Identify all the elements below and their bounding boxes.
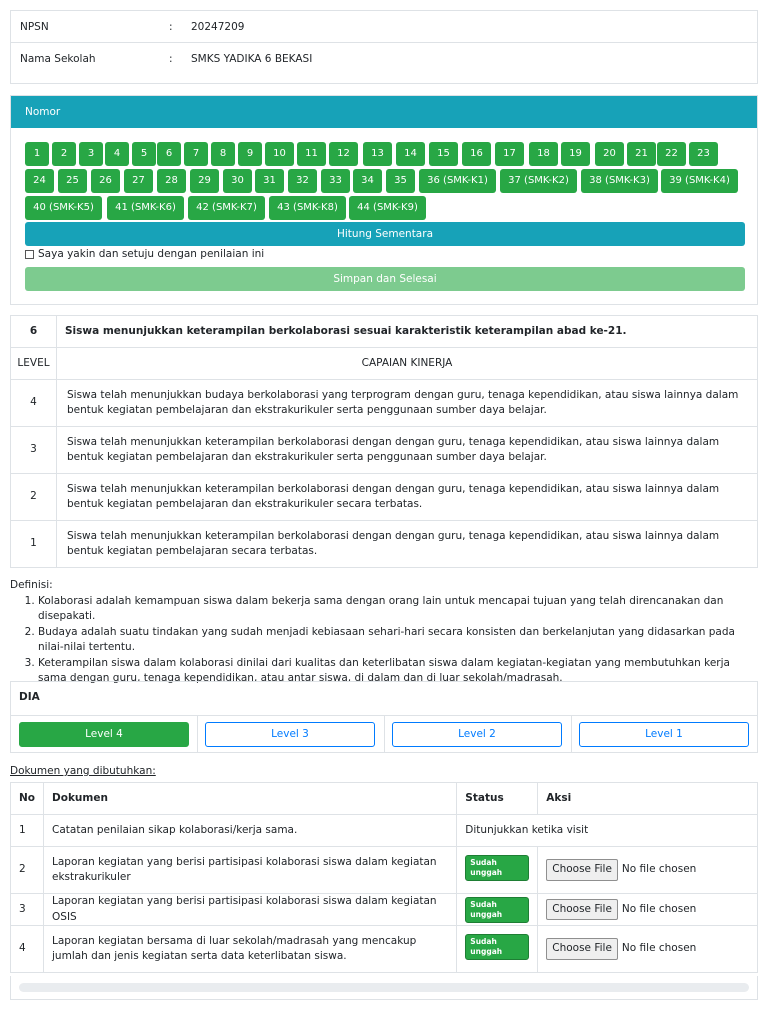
number-button[interactable]: 20 xyxy=(595,142,624,166)
dokumen-title: Dokumen yang dibutuhkan: xyxy=(10,765,156,777)
npsn-colon: : xyxy=(169,21,173,33)
indicator-title: Siswa menunjukkan keterampilan berkolaborasi sesuai karakteristik keterampilan abad ke-21. xyxy=(57,316,758,348)
number-button[interactable]: 32 xyxy=(288,169,317,193)
table-row xyxy=(11,847,758,894)
indicator-number: 6 xyxy=(11,316,57,348)
level-number: 2 xyxy=(11,474,57,521)
level-row xyxy=(11,474,758,521)
table-footer xyxy=(10,976,758,1000)
number-button[interactable]: 31 xyxy=(255,169,284,193)
number-button[interactable]: 44 (SMK-K9) xyxy=(349,196,426,220)
no-file-text: No file chosen xyxy=(621,863,697,876)
dia-title: DIA xyxy=(19,691,40,703)
capaian-header: CAPAIAN KINERJA xyxy=(57,348,758,380)
level-number: 1 xyxy=(11,521,57,568)
level-1-button[interactable]: Level 1 xyxy=(579,722,749,747)
number-button[interactable]: 26 xyxy=(91,169,120,193)
number-button[interactable]: 39 (SMK-K4) xyxy=(661,169,738,193)
file-input[interactable] xyxy=(546,859,749,881)
agree-checkbox-row[interactable] xyxy=(25,248,264,260)
table-row xyxy=(11,894,758,926)
number-button[interactable]: 14 xyxy=(396,142,425,166)
number-button[interactable]: 7 xyxy=(184,142,208,166)
level-2-button[interactable]: Level 2 xyxy=(392,722,562,747)
number-button[interactable]: 4 xyxy=(105,142,129,166)
number-button[interactable]: 24 xyxy=(25,169,54,193)
row-dokumen: Laporan kegiatan yang berisi partisipasi kolaborasi siswa dalam kegiatan OSIS xyxy=(44,894,457,926)
definisi-item: 3. Keterampilan siswa dalam kolaborasi dinilai dari kualitas dan keterlibatan siswa dalam kegiatan-kegiatan yang membutuhkan kerja sama dengan guru, tenaga kependidikan, atau antar siswa, di dalam dan di luar sekolah/madrasah. xyxy=(38,656,750,687)
npsn-value: 20247209 xyxy=(191,21,245,33)
number-button[interactable]: 10 xyxy=(265,142,294,166)
hitung-sementara-button[interactable]: Hitung Sementara xyxy=(25,222,745,246)
level-description: Siswa telah menunjukkan keterampilan berkolaborasi dengan dengan guru, tenaga kependidikan, atau siswa lainnya dalam bentuk kegiatan pembelajaran dan ekstrakurikuler secara terbatas. xyxy=(57,474,758,521)
definisi-section xyxy=(10,578,750,687)
definisi-item: 1. Kolaborasi adalah kemampuan siswa dalam bekerja sama dengan orang lain untuk mencapai tujuan yang telah direncanakan dan disepakati. xyxy=(38,594,750,625)
col-header-status: Status xyxy=(457,783,538,815)
number-button[interactable]: 27 xyxy=(124,169,153,193)
definisi-title: Definisi: xyxy=(10,579,53,591)
level-number: 4 xyxy=(11,380,57,427)
agree-checkbox[interactable] xyxy=(25,250,34,259)
number-button[interactable]: 17 xyxy=(495,142,524,166)
choose-file-button[interactable]: Choose File xyxy=(546,859,618,881)
number-button[interactable]: 2 xyxy=(52,142,76,166)
col-header-dokumen: Dokumen xyxy=(44,783,457,815)
number-button[interactable]: 5 xyxy=(132,142,156,166)
nomor-header: Nomor xyxy=(11,96,757,128)
number-button[interactable]: 15 xyxy=(429,142,458,166)
number-button[interactable]: 8 xyxy=(211,142,235,166)
school-name-colon: : xyxy=(169,53,173,65)
number-button[interactable]: 19 xyxy=(561,142,590,166)
number-button[interactable]: 6 xyxy=(157,142,181,166)
horizontal-scrollbar[interactable] xyxy=(19,983,749,992)
number-button[interactable]: 41 (SMK-K6) xyxy=(107,196,184,220)
number-button[interactable]: 22 xyxy=(657,142,686,166)
number-button[interactable]: 12 xyxy=(329,142,358,166)
level-description: Siswa telah menunjukkan keterampilan berkolaborasi dengan dengan guru, tenaga kependidikan, atau siswa lainnya dalam bentuk kegiatan pembelajaran secara terbatas. xyxy=(57,521,758,568)
level-row xyxy=(11,427,758,474)
number-button[interactable]: 28 xyxy=(157,169,186,193)
level-row xyxy=(11,521,758,568)
file-input[interactable] xyxy=(546,899,749,921)
number-button[interactable]: 35 xyxy=(386,169,415,193)
row-dokumen: Laporan kegiatan bersama di luar sekolah/madrasah yang mencakup jumlah dan jenis kegiatan serta data keterlibatan siswa. xyxy=(44,926,457,973)
level-row xyxy=(11,380,758,427)
indicator-table xyxy=(10,315,758,568)
nomor-card xyxy=(10,95,758,305)
number-button[interactable]: 23 xyxy=(689,142,718,166)
number-button[interactable]: 29 xyxy=(190,169,219,193)
number-button[interactable]: 30 xyxy=(223,169,252,193)
agree-label: Saya yakin dan setuju dengan penilaian ini xyxy=(38,248,265,260)
level-3-button[interactable]: Level 3 xyxy=(205,722,375,747)
file-input[interactable] xyxy=(546,938,749,960)
simpan-selesai-button[interactable]: Simpan dan Selesai xyxy=(25,267,745,291)
row-no: 2 xyxy=(11,847,44,894)
row-dokumen: Catatan penilaian sikap kolaborasi/kerja sama. xyxy=(44,815,457,847)
number-button[interactable]: 34 xyxy=(353,169,382,193)
school-info xyxy=(10,10,758,84)
number-button[interactable]: 16 xyxy=(462,142,491,166)
status-badge: Sudah unggah xyxy=(465,934,529,960)
school-name-row xyxy=(11,43,757,75)
number-button[interactable]: 36 (SMK-K1) xyxy=(419,169,496,193)
status-badge: Sudah unggah xyxy=(465,897,529,923)
number-button[interactable]: 33 xyxy=(321,169,350,193)
choose-file-button[interactable]: Choose File xyxy=(546,938,618,960)
level-number: 3 xyxy=(11,427,57,474)
number-button[interactable]: 11 xyxy=(297,142,326,166)
definisi-item: 2. Budaya adalah suatu tindakan yang sudah menjadi kebiasaan sehari-hari secara konsisten dan berkelanjutan yang didasarkan pada nilai-nilai tertentu. xyxy=(38,625,750,656)
number-button[interactable]: 38 (SMK-K3) xyxy=(581,169,658,193)
row-no: 3 xyxy=(11,894,44,926)
no-file-text: No file chosen xyxy=(621,942,697,955)
number-button[interactable]: 1 xyxy=(25,142,49,166)
school-name-value: SMKS YADIKA 6 BEKASI xyxy=(191,53,313,65)
number-button[interactable]: 3 xyxy=(79,142,103,166)
npsn-row xyxy=(11,11,757,43)
level-description: Siswa telah menunjukkan budaya berkolaborasi yang terprogram dengan guru, tenaga kependidikan, atau siswa lainnya dalam bentuk kegiatan pembelajaran dan ekstrakurikuler serta penggunaan sumber daya belajar. xyxy=(57,380,758,427)
number-button[interactable]: 37 (SMK-K2) xyxy=(500,169,577,193)
npsn-label: NPSN xyxy=(20,21,49,33)
table-row xyxy=(11,926,758,973)
number-button[interactable]: 21 xyxy=(627,142,656,166)
row-no: 4 xyxy=(11,926,44,973)
row-no: 1 xyxy=(11,815,44,847)
status-badge: Sudah unggah xyxy=(465,855,529,881)
dokumen-table xyxy=(10,782,758,973)
row-dokumen: Laporan kegiatan yang berisi partisipasi kolaborasi siswa dalam kegiatan ekstrakurikuler xyxy=(44,847,457,894)
level-description: Siswa telah menunjukkan keterampilan berkolaborasi dengan dengan guru, tenaga kependidikan, atau siswa lainnya dalam bentuk kegiatan pembelajaran dan ekstrakurikuler serta penggunaan sumber daya belajar. xyxy=(57,427,758,474)
choose-file-button[interactable]: Choose File xyxy=(546,899,618,921)
col-header-aksi: Aksi xyxy=(538,783,758,815)
number-button[interactable]: 9 xyxy=(238,142,262,166)
table-row xyxy=(11,815,758,847)
number-button[interactable]: 25 xyxy=(58,169,87,193)
number-button[interactable]: 43 (SMK-K8) xyxy=(269,196,346,220)
level-header: LEVEL xyxy=(11,348,57,380)
level-4-button[interactable]: Level 4 xyxy=(19,722,189,747)
no-file-text: No file chosen xyxy=(621,902,697,915)
number-button[interactable]: 13 xyxy=(363,142,392,166)
school-name-label: Nama Sekolah xyxy=(20,53,96,65)
col-header-no: No xyxy=(11,783,44,815)
number-button[interactable]: 18 xyxy=(529,142,558,166)
dia-section xyxy=(10,681,758,753)
number-button[interactable]: 42 (SMK-K7) xyxy=(188,196,265,220)
row-status-text: Ditunjukkan ketika visit xyxy=(457,815,758,847)
number-button[interactable]: 40 (SMK-K5) xyxy=(25,196,102,220)
